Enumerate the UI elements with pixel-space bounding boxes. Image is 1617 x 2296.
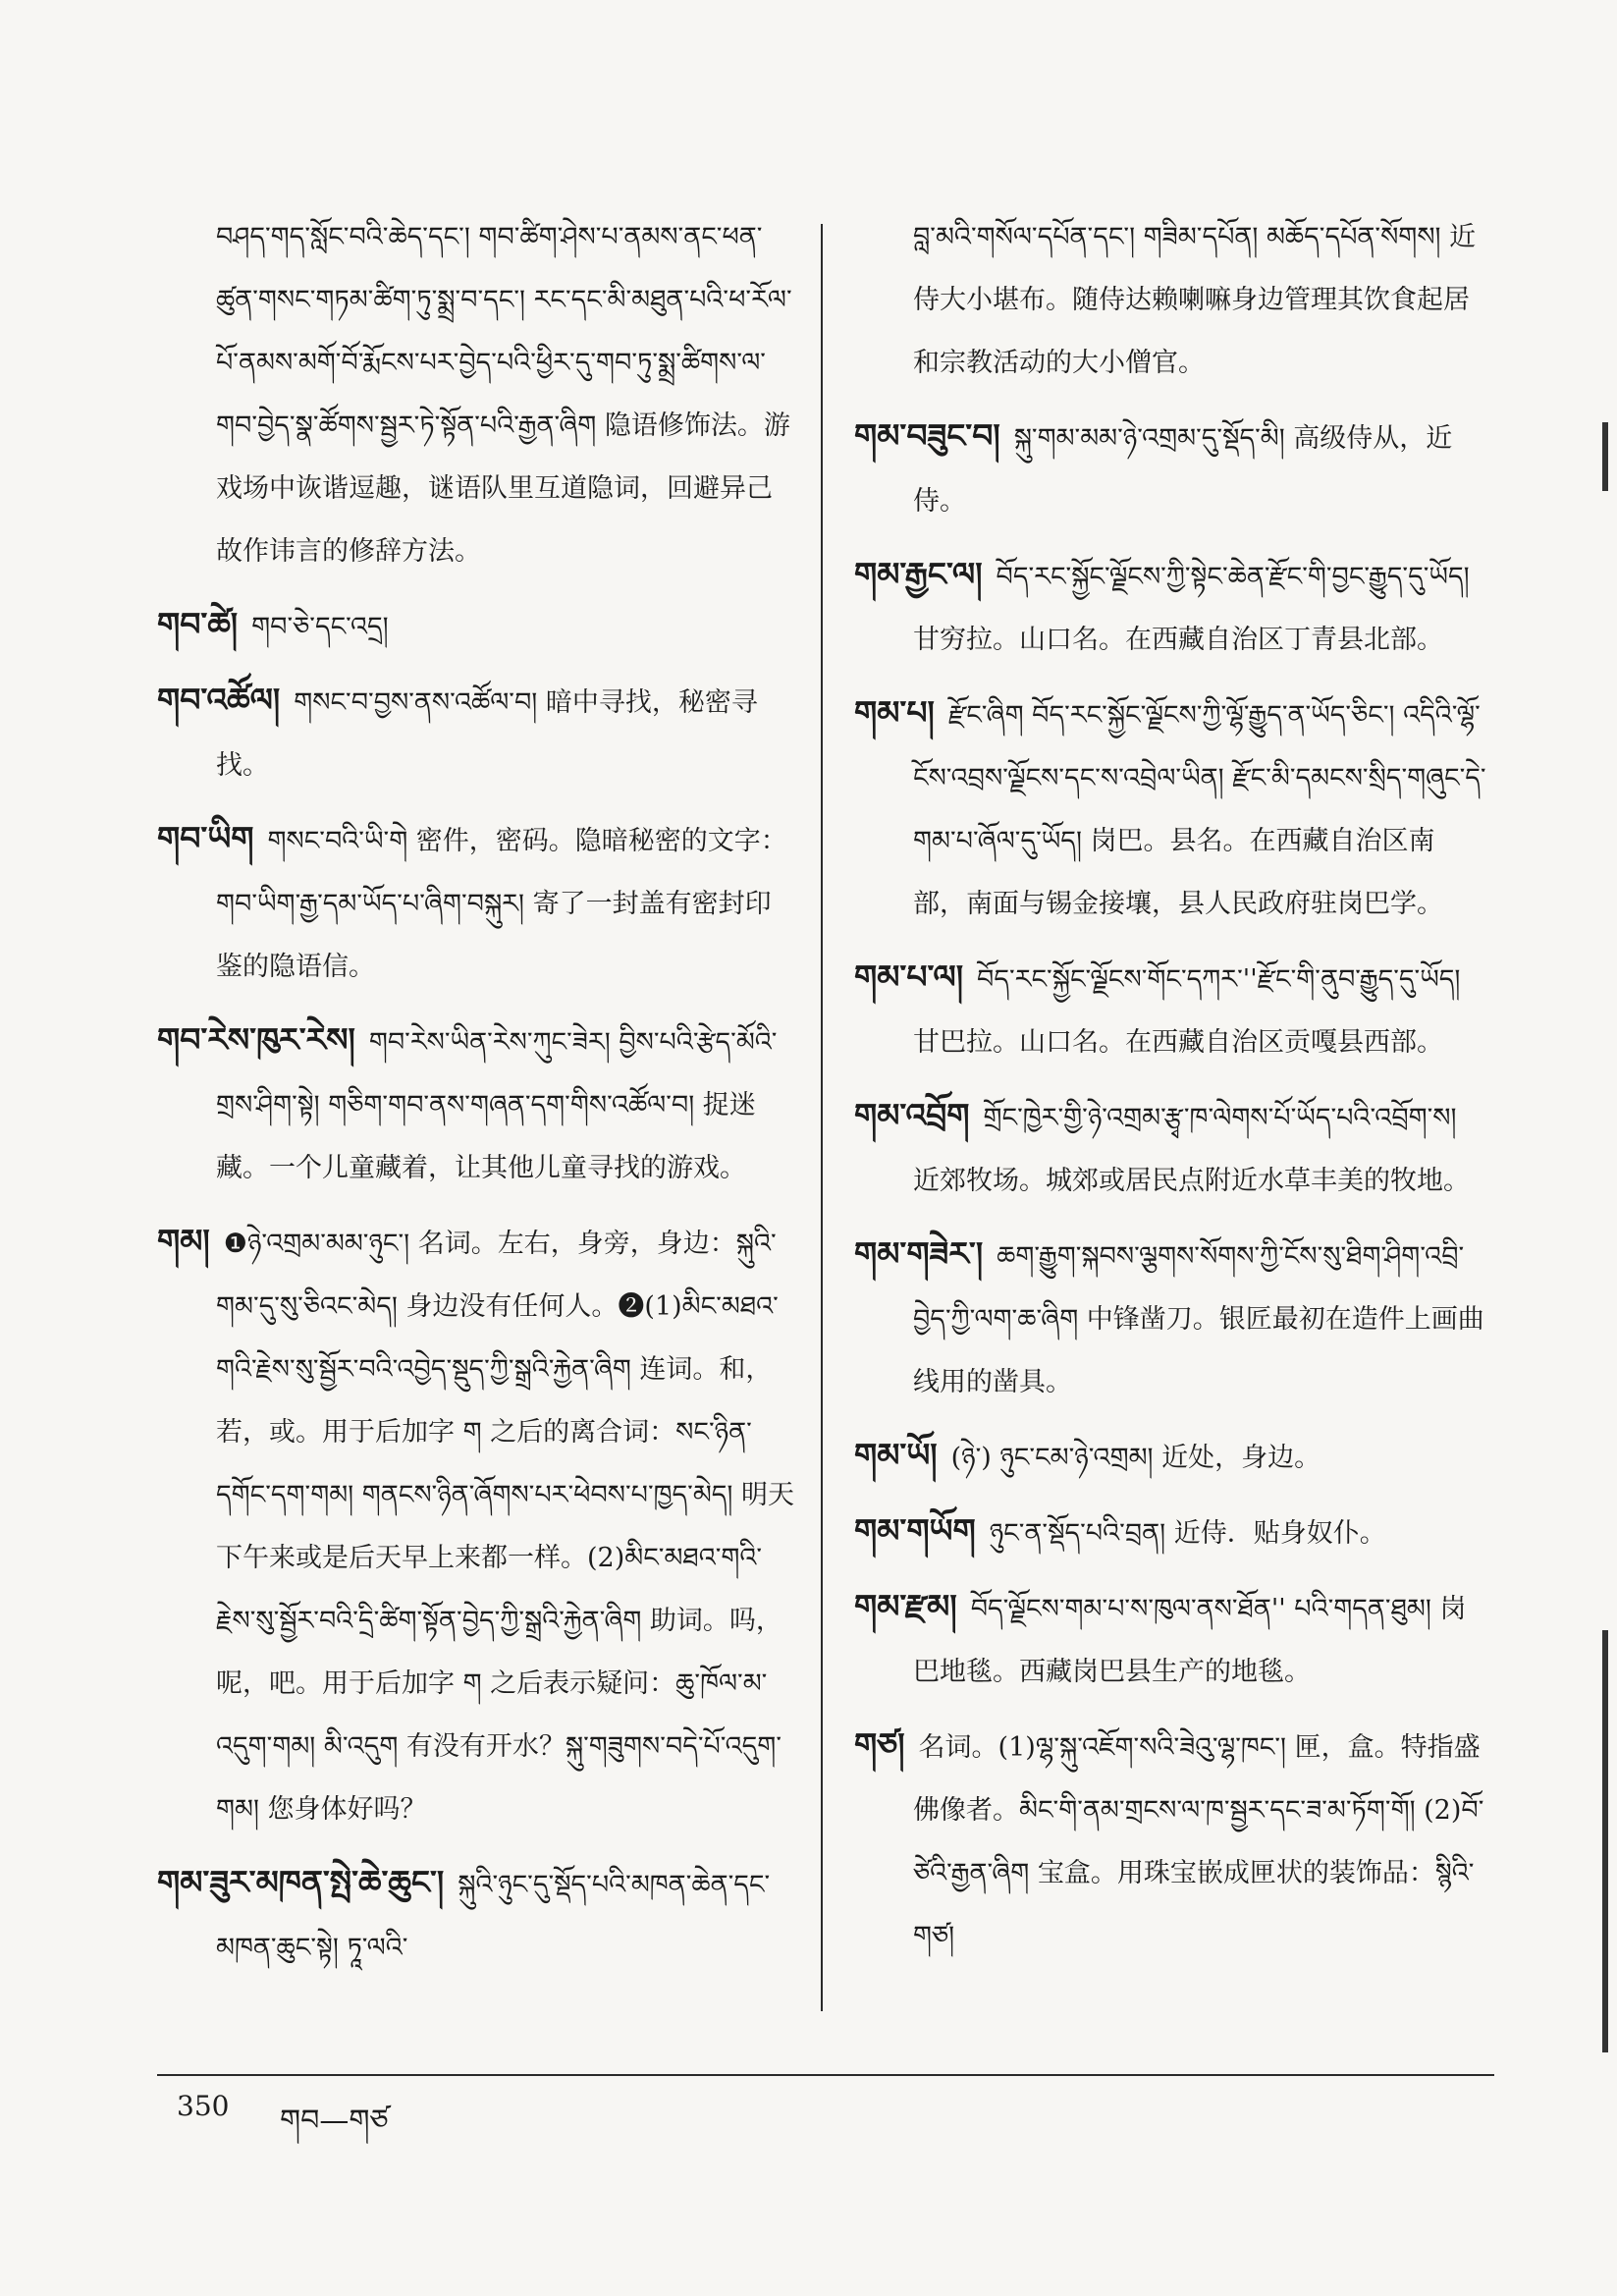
headword: གམ་གཡོག <box>854 1511 976 1550</box>
dictionary-entry <box>157 1210 795 1841</box>
entry-definition: བོད་རང་སྐྱོང་ལྗོངས་ཀྱི་སྟེང་ཆེན་རྫོང་གི་བྱང་རྒྱུད་དུ་ཡོད། 甘穷拉。山口名。在西藏自治区丁青县北部。 <box>913 562 1470 655</box>
entry-definition: ❶ཉེ་འགྲམ་མམ་ཉུང་། 名词。左右，身旁，身边：སྐུའི་གམ་དུ་སུ་ཅིའང་མེད། 身边没有任何人。❷(1)མིང་མཐའ་གའི་རྗེས་སུ་སྦྱོར་བའི་འབྱེད་སྡུད་ཀྱི་སྒྲའི་རྐྱེན་ཞིག 连词。和，若，或。用于后加字 ག 之后的离合词：སང་ཉིན་དགོང་དག་གམ། གནངས་ཉིན་ཞོགས་པར་ཕེབས་པ་ཁྱད་མེད། 明天下午来或是后天早上来都一样。(2)མིང་མཐའ་གའི་རྗེས་སུ་སྦྱོར་བའི་དྲི་ཚིག་སྟོན་བྱེད་ཀྱི་སྒྲའི་རྐྱེན་ཞིག 助词。吗，呢，吧。用于后加字 ག 之后表示疑问：ཆུ་ཁོལ་མ་འདུག་གམ། མི་འདུག 有没有开水？སྐུ་གཟུགས་བདེ་པོ་འདུག་གམ། 您身体好吗？ <box>216 1229 794 1825</box>
entry-definition: རྫོང་ཞིག བོད་རང་སྐྱོང་ལྗོངས་ཀྱི་ལྷོ་རྒྱུད་ན་ཡོད་ཅིང་། འདིའི་ལྷོ་ངོས་འབྲས་ལྗོངས་དང་ས་འབྲེལ་ཡིན། རྫོང་མི་དམངས་སྲིད་གཞུང་དེ་གམ་པ་ཞོལ་དུ་ཡོད། 岗巴。县名。在西藏自治区南部，南面与锡金接壤，县人民政府驻岗巴学。 <box>913 700 1486 919</box>
entry-definition: 名词。(1)ལྷ་སྐུ་འཇོག་སའི་ཟེའུ་ལྷ་ཁང་། 匣，盒。特指盛佛像者。མིང་གི་ནམ་གྲངས་ལ་ཁ་སྦྱར་དང་ཟ་མ་ཏོག་གོ། (2)བོ་ཙེའི་རྒྱན་ཞིག 宝盒。用珠宝嵌成匣状的装饰品：སྙིའི་གཙ། <box>913 1732 1484 1951</box>
entry-definition: གབ་ཅེ་དང་འདྲ། <box>251 612 389 642</box>
edge-tab-mark-lower <box>1602 1630 1608 2052</box>
dictionary-entry <box>157 1009 795 1200</box>
dictionary-entry <box>854 1424 1487 1490</box>
headword: གམ་པ་ལ། <box>854 957 964 996</box>
entry-definition: གསང་བ་བྱས་ནས་འཚོལ་བ། 暗中寻找，秘密寻找。 <box>216 687 758 781</box>
headword: གབ་ཡིག <box>157 819 254 857</box>
dictionary-entry <box>854 946 1487 1074</box>
left-column <box>157 206 795 1990</box>
column-divider <box>821 224 823 2011</box>
page-number: 350 <box>177 2090 230 2122</box>
entry-definition: གབ་རེས་ཡིན་རེས་ཀུང་ཟེར། བྱིས་པའི་རྩེད་མོའི་གྲས་ཤིག་སྟེ། གཅིག་གབ་ནས་གཞན་དག་གིས་འཚོལ་བ། 捉迷藏。一个儿童藏着，让其他儿童寻找的游戏。 <box>216 1027 778 1183</box>
dictionary-entry <box>854 1714 1487 1968</box>
headword: གམ་འབྲོག <box>854 1096 970 1134</box>
dictionary-entry <box>157 669 795 797</box>
headword: གམ་པ། <box>854 693 935 732</box>
entry-definition: སྐུའི་ཉུང་དུ་སྡོད་པའི་མཁན་ཆེན་དང་མཁན་ཆུང་སྟེ། ཏཱ་ལའི་ <box>216 1870 771 1963</box>
footer-rule <box>157 2074 1494 2076</box>
right-column <box>854 206 1487 1978</box>
running-head: གབ—གཙ <box>280 2104 389 2138</box>
dictionary-entry <box>854 1575 1487 1704</box>
headword: གམ་ཡོ། <box>854 1436 938 1474</box>
headword: གམ་རྫམ། <box>854 1587 957 1625</box>
entry-continuation <box>157 206 795 583</box>
entry-continuation <box>854 206 1487 395</box>
headword: གཙ། <box>854 1725 905 1764</box>
headword: གམ་རྒྱང་ལ། <box>854 555 983 593</box>
headword: གམ་བཟུང་བ། <box>854 416 1000 455</box>
dictionary-entry <box>854 543 1487 672</box>
headword: གབ་ཚེ། <box>157 605 239 643</box>
entry-definition: བོད་རང་སྐྱོང་ལྗོངས་གོང་དཀར་''རྫོང་གི་ནུབ་རྒྱུད་དུ་ཡོད། 甘巴拉。山口名。在西藏自治区贡嘎县西部。 <box>913 964 1461 1058</box>
headword: གམ་གཟེར་། <box>854 1234 984 1273</box>
entry-definition: གསང་བའི་ཡི་གེ 密件，密码。隐暗秘密的文字：གབ་ཡིག་རྒྱ་དམ་ཡོད་པ་ཞིག་བསྐུར། 寄了一封盖有密封印鉴的隐语信。 <box>216 826 787 982</box>
dictionary-entry <box>157 593 795 659</box>
entry-text: བླ་མའི་གསོལ་དཔོན་དང་། གཟིམ་དཔོན། མཆོད་དཔོན་སོགས། 近侍大小堪布。随侍达赖喇嘛身边管理其饮食起居和宗教活动的大小僧官。 <box>913 222 1477 378</box>
entry-definition: ཉུང་ན་སྡོད་པའི་བྲན། 近侍．贴身奴仆。 <box>989 1518 1386 1549</box>
headword: གབ་འཚོལ། <box>157 681 281 719</box>
entry-definition: བོད་ལྗོངས་གམ་པ་ས་ཁུལ་ནས་ཐོན'' པའི་གདན་ཐུམ། 岗巴地毯。西藏岗巴县生产的地毯。 <box>913 1594 1467 1687</box>
entry-definition: ཆག་རྒྱུག་སྐབས་ལྕགས་སོགས་ཀྱི་ངོས་སུ་ཐིག་ཤིག་འབྲི་བྱེད་ཀྱི་ལག་ཆ་ཞིག 中锋凿刀。银匠最初在造件上画曲线用的凿具。 <box>913 1241 1484 1397</box>
headword: གབ་རེས་ཁུར་རེས། <box>157 1020 355 1059</box>
dictionary-entry <box>854 682 1487 936</box>
dictionary-entry <box>854 1223 1487 1414</box>
edge-tab-mark <box>1602 422 1608 491</box>
dictionary-entry <box>157 1851 795 1980</box>
entry-text: བཤད་གད་སློང་བའི་ཆེད་དང་། གབ་ཚིག་ཤེས་པ་ནམས་ནང་ཕན་ཚུན་གསང་གཏམ་ཚིག་ཏུ་སྨྲ་བ་དང་། རང་དང་མི་མཐུན་པའི་ཕ་རོལ་པོ་ནམས་མགོ་བོ་རྨོངས་པར་བྱེད་པའི་ཕྱིར་དུ་གབ་ཏུ་སྨྲ་ཚིགས་ལ་གབ་བྱེད་སྣ་ཚོགས་སྦྱར་ཏེ་སྟོན་པའི་རྒྱན་ཞིག 隐语修饰法。游戏场中诙谐逗趣，谜语队里互道隐词，回避异己故作讳言的修辞方法。 <box>216 222 792 567</box>
headword: གམ་ཟུར་མཁན་སྤེ་ཆེ་ཆུང་། <box>157 1863 445 1901</box>
headword: གམ། <box>157 1222 210 1260</box>
dictionary-entry <box>157 807 795 999</box>
entry-definition: གྲོང་ཁྱེར་གྱི་ཉེ་འགྲམ་རྩྭ་ཁ་ལེགས་པོ་ཡོད་པའི་འབྲོག་ས། 近郊牧场。城郊或居民点附近水草丰美的牧地。 <box>913 1103 1470 1196</box>
dictionary-entry <box>854 405 1487 533</box>
entry-definition: སྐུ་གམ་མམ་ཉེ་འགྲམ་དུ་སྡོད་མི། 高级侍从，近侍。 <box>913 423 1453 517</box>
dictionary-entry <box>854 1500 1487 1565</box>
dictionary-entry <box>854 1084 1487 1213</box>
entry-definition: (ཉེ་) ཉུང་ངམ་ཉེ་འགྲམ། 近处，身边。 <box>950 1443 1321 1473</box>
